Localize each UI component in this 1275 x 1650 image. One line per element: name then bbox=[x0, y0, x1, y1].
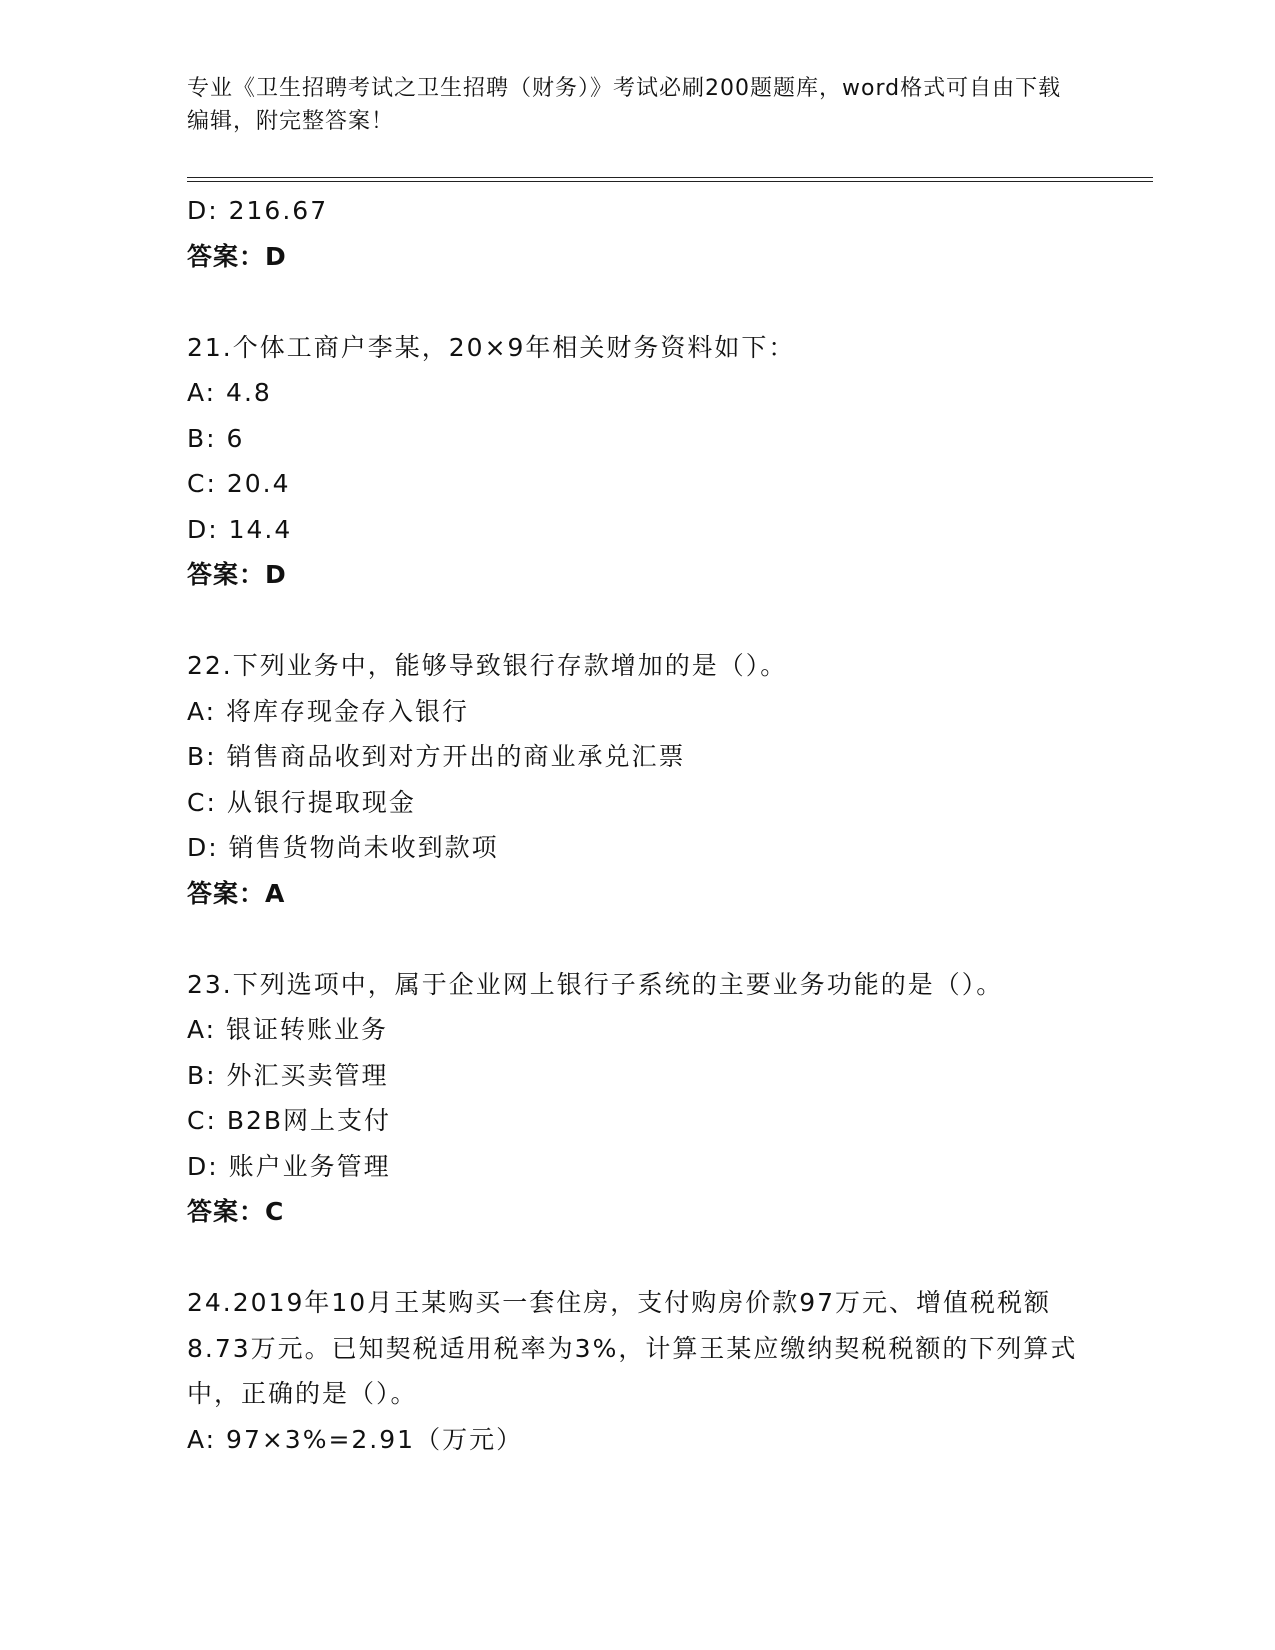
question-22 bbox=[187, 643, 1087, 916]
option-a: A: 将库存现金存入银行 bbox=[187, 696, 470, 726]
option-d: D: 销售货物尚未收到款项 bbox=[187, 833, 499, 862]
question-23 bbox=[187, 962, 1087, 1235]
option-b: B: 销售商品收到对方开出的商业承兑汇票 bbox=[187, 742, 686, 771]
question-stem: 24.2019年10月王某购买一套住房，支付购房价款97万元、增值税税额8.73万元。已知契税适用税率为3%，计算王某应缴纳契税税额的下列算式中，正确的是（）。 bbox=[187, 1288, 1078, 1408]
option-c: C: B2B网上支付 bbox=[187, 1106, 392, 1135]
option-c: C: 20.4 bbox=[187, 469, 291, 498]
option-a: A: 银证转账业务 bbox=[187, 1015, 389, 1044]
document-header: 专业《卫生招聘考试之卫生招聘（财务）》考试必刷200题题库，word格式可自由下载编辑，附完整答案！ bbox=[187, 76, 1062, 134]
question-stem: 22.下列业务中，能够导致银行存款增加的是（）。 bbox=[187, 651, 788, 680]
option-a: A: 4.8 bbox=[187, 378, 272, 407]
option-a: A: 97×3%=2.91（万元） bbox=[187, 1424, 524, 1454]
option-c: C: 从银行提取现金 bbox=[187, 787, 416, 817]
question-24 bbox=[187, 1280, 1087, 1462]
option-d: D: 账户业务管理 bbox=[187, 1151, 391, 1181]
document-body bbox=[187, 188, 1087, 1462]
prev-answer: 答案：D bbox=[187, 241, 287, 271]
answer: 答案：C bbox=[187, 1197, 285, 1226]
question-21 bbox=[187, 325, 1087, 598]
header-rule-bottom bbox=[187, 181, 1153, 182]
question-stem: 21.个体工商户李某，20×9年相关财务资料如下： bbox=[187, 332, 796, 362]
prev-option-d: D: 216.67 bbox=[187, 196, 329, 225]
answer: 答案：A bbox=[187, 878, 286, 908]
option-b: B: 6 bbox=[187, 423, 245, 453]
option-b: B: 外汇买卖管理 bbox=[187, 1060, 389, 1090]
answer: 答案：D bbox=[187, 560, 287, 589]
option-d: D: 14.4 bbox=[187, 514, 293, 544]
header-rule-top bbox=[187, 177, 1153, 178]
question-stem: 23.下列选项中，属于企业网上银行子系统的主要业务功能的是（）。 bbox=[187, 969, 1004, 999]
